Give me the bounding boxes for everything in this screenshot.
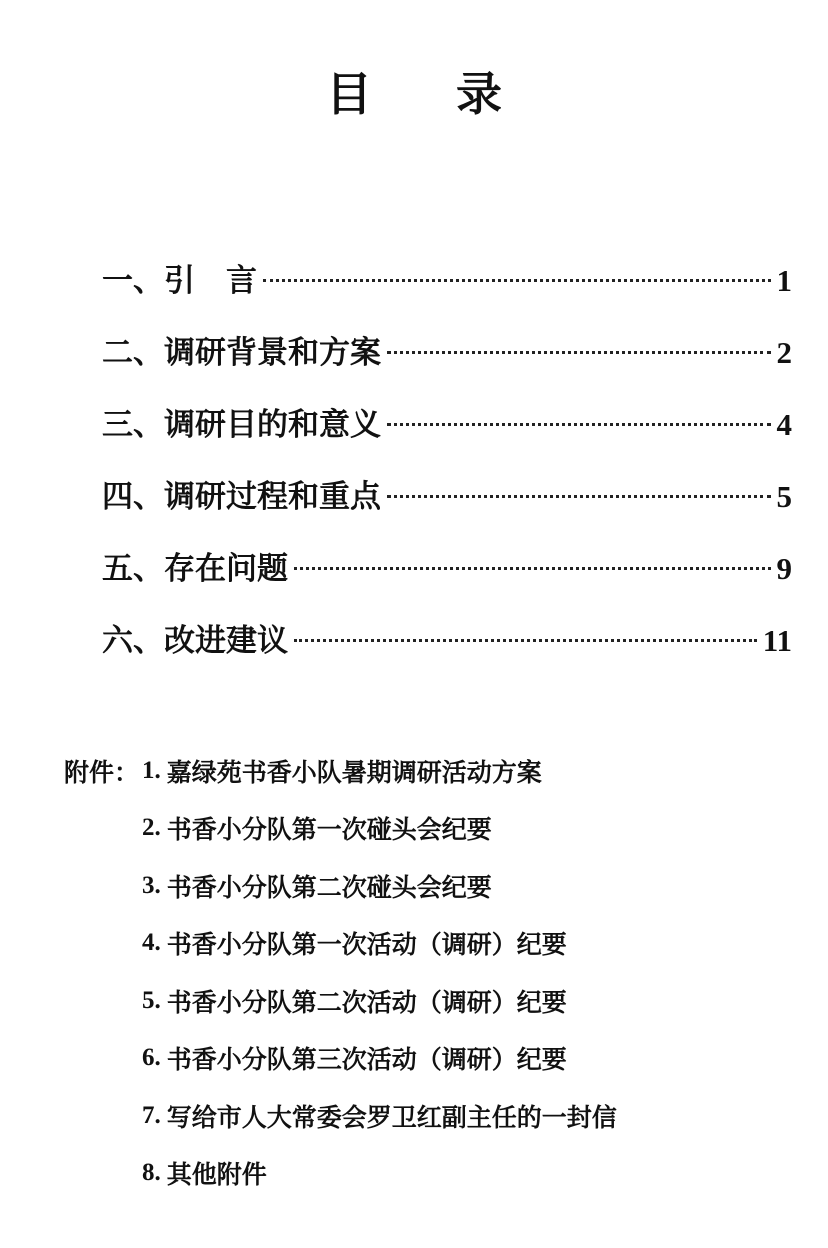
attachment-number: 6. [142,1044,161,1072]
attachment-title: 写给市人大常委会罗卫红副主任的一封信 [166,1102,617,1132]
dot-leader [294,567,771,570]
toc-entry-label: 五、存在问题 [102,551,288,587]
attachment-title: 书香小分队第二次活动（调研）纪要 [166,987,567,1017]
toc-entry-label: 一、引 言 [102,263,257,299]
attachment-number: 1. [142,756,161,784]
toc-entry-label: 三、调研目的和意义 [102,407,381,443]
attachment-title: 书香小分队第一次碰头会纪要 [166,815,492,845]
attachment-title: 书香小分队第三次活动（调研）纪要 [166,1045,567,1075]
toc-entry[interactable] [102,471,792,543]
dot-leader [387,351,771,354]
dot-leader [387,423,771,426]
attachment-number: 5. [142,986,161,1014]
toc-entry-page: 1 [776,263,792,298]
attachment-number: 8. [142,1159,161,1187]
attachment-item[interactable] [64,972,784,1030]
toc-entry[interactable] [102,255,792,327]
attachment-item[interactable] [64,800,784,858]
toc-entry-label: 六、改进建议 [102,623,288,659]
dot-leader [387,495,771,498]
attachment-number: 4. [142,929,161,957]
toc-entry-page: 2 [776,335,792,370]
toc-entry-label: 四、调研过程和重点 [102,479,381,515]
toc-entry[interactable] [102,399,792,471]
toc-entry-page: 5 [776,479,792,514]
toc-entry-page: 9 [776,551,792,586]
attachment-number: 7. [142,1101,161,1129]
attachment-item[interactable] [64,742,784,800]
attachment-number: 2. [142,814,161,842]
attachment-title: 书香小分队第二次碰头会纪要 [166,872,492,902]
table-of-contents [102,255,792,687]
page-title: 目 录 [325,67,536,121]
toc-entry[interactable] [102,327,792,399]
toc-entry[interactable] [102,615,792,687]
dot-leader [294,639,757,642]
attachments-list [64,742,784,1202]
dot-leader [263,279,771,282]
toc-entry-label: 二、调研背景和方案 [102,335,381,371]
attachment-number: 3. [142,871,161,899]
attachment-title: 书香小分队第一次活动（调研）纪要 [166,930,567,960]
attachment-item[interactable] [64,1087,784,1145]
attachment-item[interactable] [64,857,784,915]
attachment-title: 其他附件 [166,1160,267,1190]
toc-entry[interactable] [102,543,792,615]
toc-entry-page: 11 [762,623,792,658]
toc-entry-page: 4 [776,407,792,442]
attachment-item[interactable] [64,1145,784,1203]
attachments-heading: 附件： [64,757,140,787]
attachment-item[interactable] [64,1030,784,1088]
attachment-title: 嘉绿苑书香小队暑期调研活动方案 [166,757,542,787]
attachment-item[interactable] [64,915,784,973]
